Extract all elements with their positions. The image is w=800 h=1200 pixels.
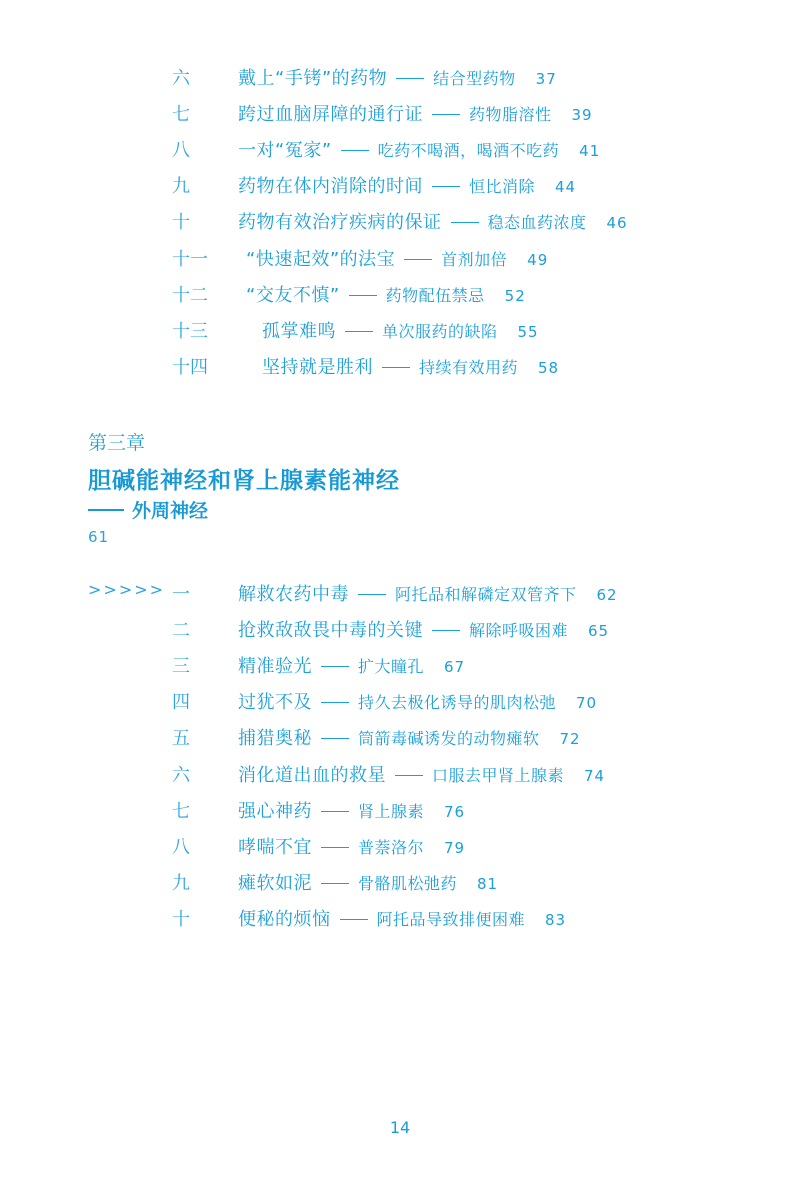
footer-page-number: 14	[389, 1118, 411, 1137]
dash-separator	[432, 186, 460, 187]
item-page: 52	[504, 287, 526, 305]
item-page: 58	[538, 359, 560, 377]
item-number: 五	[172, 728, 190, 749]
item-page: 79	[444, 839, 466, 857]
item-title: “快速起效”的法宝	[246, 249, 396, 270]
item-number: 十四	[172, 357, 208, 378]
item-page: 49	[527, 251, 549, 269]
item-title: 消化道出血的救星	[238, 765, 386, 786]
chapter-title[interactable]: 胆碱能神经和肾上腺素能神经	[88, 468, 400, 494]
item-page: 62	[596, 586, 618, 604]
dash-separator	[321, 738, 349, 739]
item-number: 七	[172, 104, 190, 125]
dash-separator	[451, 222, 479, 223]
chapter-page-number: 61	[88, 528, 110, 546]
item-number: 六	[172, 68, 190, 89]
chapter-label: 第三章	[88, 432, 146, 454]
item-number: 十二	[172, 285, 208, 306]
item-title: 强心神药	[238, 801, 312, 822]
item-page: 37	[535, 70, 557, 88]
dash-separator	[321, 883, 349, 884]
dash-separator	[358, 594, 386, 595]
item-subtitle: 持续有效用药	[419, 358, 519, 377]
item-subtitle: 扩大瞳孔	[358, 657, 425, 676]
item-page: 67	[444, 658, 466, 676]
item-number: 八	[172, 837, 190, 858]
item-subtitle: 阿托品导致排便困难	[376, 910, 526, 929]
dash-separator	[341, 150, 369, 151]
item-subtitle: 药物配伍禁忌	[385, 286, 485, 305]
item-number: 八	[172, 140, 190, 161]
item-page: 41	[579, 142, 601, 160]
item-title: 孤掌难鸣	[262, 321, 336, 342]
dash-separator	[382, 367, 410, 368]
dash-separator	[395, 775, 423, 776]
dash-separator	[349, 295, 377, 296]
dash-separator	[432, 630, 460, 631]
dash-separator	[396, 78, 424, 79]
item-page: 39	[571, 106, 593, 124]
item-number: 三	[172, 656, 190, 677]
item-number: 七	[172, 801, 190, 822]
item-title: 药物在体内消除的时间	[238, 176, 423, 197]
item-number: 十	[172, 909, 190, 930]
dash-separator	[340, 919, 368, 920]
item-title: “交友不慎”	[246, 285, 340, 306]
item-subtitle: 阿托品和解磷定双管齐下	[395, 585, 577, 604]
item-title: 抢救敌敌畏中毒的关键	[238, 620, 423, 641]
item-subtitle: 持久去极化诱导的肌肉松弛	[358, 693, 557, 712]
item-page: 70	[576, 694, 598, 712]
dash-separator	[432, 114, 460, 115]
item-subtitle: 口服去甲肾上腺素	[432, 766, 565, 785]
item-page: 76	[444, 803, 466, 821]
item-subtitle: 恒比消除	[469, 177, 536, 196]
item-subtitle: 普萘洛尔	[358, 838, 425, 857]
item-number: 一	[172, 584, 190, 605]
item-title: 过犹不及	[238, 692, 312, 713]
item-subtitle: 解除呼吸困难	[469, 621, 569, 640]
item-title: 瘫软如泥	[238, 873, 312, 894]
item-subtitle: 单次服药的缺陷	[382, 322, 498, 341]
item-title: 解救农药中毒	[238, 584, 349, 605]
item-title: 跨过血脑屏障的通行证	[238, 104, 423, 125]
dash-separator	[404, 259, 432, 260]
item-subtitle: 骨骼肌松弛药	[358, 874, 458, 893]
item-page: 83	[545, 911, 567, 929]
dash-separator	[321, 811, 349, 812]
item-number: 四	[172, 692, 190, 713]
item-subtitle: 结合型药物	[433, 69, 516, 88]
dash-separator	[345, 331, 373, 332]
item-title: 精准验光	[238, 656, 312, 677]
item-title: 哮喘不宜	[238, 837, 312, 858]
item-title: 捕猎奥秘	[238, 728, 312, 749]
item-number: 二	[172, 620, 190, 641]
chapter-subtitle	[88, 496, 208, 523]
item-page: 55	[517, 323, 539, 341]
item-title: 坚持就是胜利	[262, 357, 373, 378]
item-title: 药物有效治疗疾病的保证	[238, 212, 442, 233]
chapter-subtitle-text: 外周神经	[132, 500, 209, 522]
item-subtitle: 首剂加倍	[441, 250, 508, 269]
item-page: 81	[477, 875, 499, 893]
item-page: 65	[588, 622, 610, 640]
item-title: 便秘的烦恼	[238, 909, 331, 930]
item-subtitle: 药物脂溶性	[469, 105, 552, 124]
current-position-marker: >>>>>	[88, 580, 166, 599]
item-subtitle: 肾上腺素	[358, 802, 425, 821]
item-number: 九	[172, 176, 190, 197]
item-page: 46	[606, 214, 628, 232]
item-page: 72	[559, 730, 581, 748]
item-number: 九	[172, 873, 190, 894]
item-number: 十一	[172, 249, 208, 270]
item-number: 十	[172, 212, 190, 233]
item-subtitle: 吃药不喝酒，喝酒不吃药	[377, 141, 560, 160]
dash-separator	[321, 666, 349, 667]
dash-separator	[321, 847, 349, 848]
item-subtitle: 稳态血药浓度	[487, 213, 587, 232]
item-title: 戴上“手铐”的药物	[238, 68, 388, 89]
item-page: 74	[584, 767, 606, 785]
item-number: 十三	[172, 321, 208, 342]
dash-separator	[321, 702, 349, 703]
item-number: 六	[172, 765, 190, 786]
dash-separator	[88, 509, 124, 511]
item-page: 44	[555, 178, 577, 196]
item-subtitle: 筒箭毒碱诱发的动物瘫软	[358, 729, 540, 748]
item-title: 一对“冤家”	[238, 140, 332, 161]
